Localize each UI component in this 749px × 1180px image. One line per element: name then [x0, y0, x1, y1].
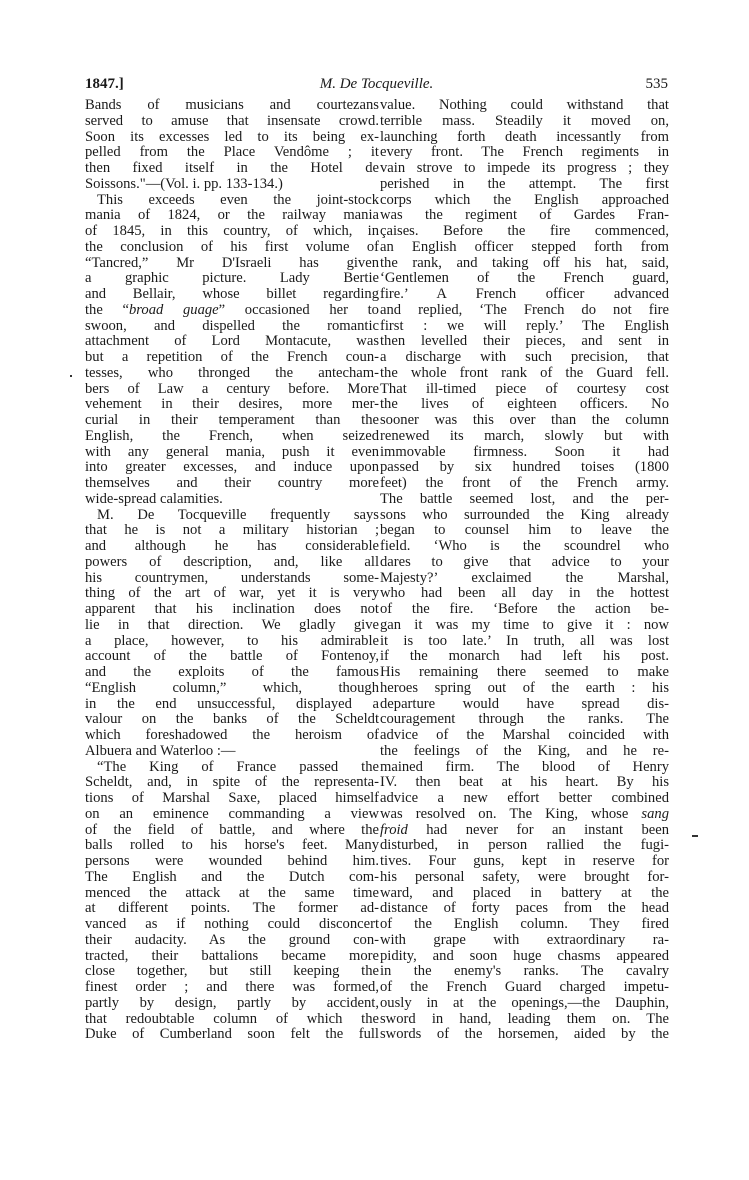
text-line: perished in the attempt. The first	[380, 175, 669, 192]
text-line: The English and the Dutch com-	[85, 868, 379, 885]
text-line: sword in hand, leading them on. The	[380, 1010, 669, 1027]
text-line: began to counsel him to leave the	[380, 522, 669, 539]
text-line: The battle seemed lost, and the per-	[380, 490, 669, 507]
text-run: the “	[85, 301, 129, 318]
text-line: finest order ; and there was formed,	[85, 979, 379, 995]
text-line: Scheldt, and, in spite of the representa-	[85, 774, 379, 791]
text-line: mania of 1824, or the railway mania	[85, 207, 379, 224]
text-line: Bands of musicians and courtezans	[85, 97, 379, 113]
text-line: a place, however, to his admirable	[85, 632, 379, 649]
italic-run: froid	[380, 821, 408, 838]
text-line: mained firm. The blood of Henry	[380, 758, 669, 775]
text-line: it is too late.’ In truth, all was lost	[380, 632, 669, 649]
left-column	[85, 98, 379, 1043]
text-line: which foreshadowed the heroism of	[85, 727, 379, 743]
text-line: departure would have spread dis-	[380, 695, 669, 712]
text-line: advice of the Marshal coincided with	[380, 727, 669, 743]
text-line: and although he has considerable	[85, 538, 379, 554]
text-line: apparent that his inclination does not	[85, 601, 379, 617]
text-line: tesses, who thronged the antecham-	[85, 364, 379, 381]
text-line: and replied, ‘The French do not fire	[380, 301, 669, 318]
text-line: immovable firmness. Soon it had	[380, 443, 669, 460]
right-column	[380, 98, 669, 1043]
text-line: passed by six hundred toises (1800	[380, 459, 669, 476]
text-line: the rank, and taking off his hat, said,	[380, 254, 669, 271]
text-line: Soon its excesses led to its being ex-	[85, 128, 379, 145]
text-line: fire.’ A French officer advanced	[380, 286, 669, 302]
text-line	[380, 807, 669, 823]
text-line: a discharge with such precision, that	[380, 349, 669, 365]
header-year: 1847.]	[85, 76, 124, 92]
text-line: ‘Gentlemen of the French guard,	[380, 270, 669, 287]
text-line: Duke of Cumberland soon felt the full	[85, 1026, 379, 1043]
text-line: This exceeds even the joint-stock	[97, 191, 379, 208]
text-line: corps which the English approached	[380, 191, 669, 208]
text-line: bers of Law a century before. More	[85, 380, 379, 397]
text-line: sooner was this over than the column	[380, 412, 669, 428]
text-line: in the end unsuccessful, displayed a	[85, 695, 379, 712]
text-line: swoon, and dispelled the romantic	[85, 317, 379, 334]
text-line: terrible mass. Steadily it moved on,	[380, 112, 669, 129]
text-line: vehement in their desires, more mer-	[85, 396, 379, 413]
text-line: of 1845, in this country, of which, in	[85, 223, 379, 239]
header-title: M. De Tocqueville.	[319, 76, 434, 92]
text-line: partly by design, partly by accident,	[85, 994, 379, 1011]
text-line: an English officer stepped forth from	[380, 238, 669, 255]
text-line: heroes spring out of the earth : his	[380, 679, 669, 696]
text-line	[85, 303, 379, 319]
text-line: served to amuse that insensate crowd.	[85, 112, 379, 129]
text-line: who had been all day in the hottest	[380, 585, 669, 602]
text-line: couragement through the ranks. The	[380, 711, 669, 728]
text-line: Majesty?’ exclaimed the Marshal,	[380, 569, 669, 586]
text-run: ” occasioned her to	[218, 301, 379, 318]
text-line: feet) the front of the French army.	[380, 475, 669, 491]
text-line: His remaining there seemed to make	[380, 664, 669, 680]
text-line: M. De Tocqueville frequently says	[97, 506, 379, 523]
text-line: thing of the art of war, yet it is very	[85, 585, 379, 602]
text-line: of the field of battle, and where the	[85, 821, 379, 838]
text-line: of the fire. ‘Before the action be-	[380, 601, 669, 617]
text-line: value. Nothing could withstand that	[380, 97, 669, 113]
italic-run: sang	[641, 805, 669, 822]
text-line: vanced as if nothing could disconcert	[85, 916, 379, 932]
text-line: in the enemy's ranks. The cavalry	[380, 963, 669, 980]
text-line: advice a new effort better combined	[380, 790, 669, 806]
text-line: IV. then beat at his heart. By his	[380, 774, 669, 791]
text-line: at different points. The former ad-	[85, 900, 379, 917]
text-line: ward, and placed in battery at the	[380, 884, 669, 901]
text-line: powers of description, and, like all	[85, 553, 379, 570]
text-line: vain strove to impede its progress ; they	[380, 160, 669, 176]
text-line: persons were wounded behind him.	[85, 853, 379, 869]
text-line: “English column,” which, though	[85, 679, 379, 696]
text-line: distance of forty paces from the head	[380, 900, 669, 917]
text-line: swords of the horsemen, aided by the	[380, 1026, 669, 1043]
text-run: was resolved on. The King, whose	[380, 805, 642, 822]
text-line: Albuera and Waterloo :—	[85, 742, 236, 759]
text-line: pidity, and soon huge chasms appeared	[380, 947, 669, 964]
text-line: “The King of France passed the	[97, 758, 379, 775]
text-line: Soissons."—(Vol. i. pp. 133-134.)	[85, 175, 283, 192]
text-line: of the English column. They fired	[380, 916, 669, 932]
text-line: “Tancred,” Mr D'Israeli has given	[85, 254, 379, 271]
running-header	[85, 76, 668, 96]
margin-speck	[70, 375, 72, 377]
text-line: and Bellair, whose billet regarding	[85, 286, 379, 302]
text-line: themselves and their country more	[85, 475, 379, 491]
text-line: close together, but still keeping the	[85, 963, 379, 980]
text-line: dares to give that advice to your	[380, 553, 669, 570]
text-run: had never for an instant been	[407, 821, 669, 838]
text-line: of the French Guard charged impetu-	[380, 979, 669, 995]
text-line: field. ‘Who is the scoundrel who	[380, 538, 669, 554]
text-line: and the exploits of the famous	[85, 664, 379, 680]
text-line: that he is not a military historian ;	[85, 522, 379, 539]
text-line: with grape with extraordinary ra-	[380, 931, 669, 948]
text-line: pelled from the Place Vendôme ; it	[85, 144, 379, 161]
text-line: with any general mania, push it even	[85, 443, 379, 460]
text-line: his countrymen, understands some-	[85, 569, 379, 586]
text-line: the conclusion of his first volume of	[85, 238, 379, 255]
text-line: then levelled their pieces, and sent in	[380, 333, 669, 350]
italic-run: broad guage	[128, 301, 219, 318]
text-line: renewed its march, slowly but with	[380, 427, 669, 444]
text-line: That ill-timed piece of courtesy cost	[380, 380, 669, 397]
page-number: 535	[645, 76, 668, 92]
text-line: lie in that direction. We gladly give	[85, 616, 379, 633]
text-line: tions of Marshal Saxe, placed himself	[85, 790, 379, 806]
text-line: first : we will reply.’ The English	[380, 317, 669, 334]
text-line: then fixed itself in the Hotel de	[85, 160, 379, 176]
text-line: account of the battle of Fontenoy,	[85, 648, 379, 665]
text-line: menced the attack at the same time	[85, 884, 379, 901]
text-line: on an eminence commanding a view	[85, 805, 379, 822]
text-line: was the regiment of Gardes Fran-	[380, 207, 669, 224]
text-line: their audacity. As the ground con-	[85, 931, 379, 948]
text-line: attachment of Lord Montacute, was	[85, 333, 379, 350]
text-line: the whole front rank of the Guard fell.	[380, 364, 669, 381]
text-line: wide-spread calamities.	[85, 490, 223, 507]
text-line: ously in at the openings,—the Dauphin,	[380, 994, 669, 1011]
text-line: valour on the banks of the Scheldt	[85, 711, 379, 728]
text-line: curial in their temperament than the	[85, 412, 379, 428]
text-line: if the monarch had left his post.	[380, 648, 669, 665]
text-line: his personal safety, were brought for-	[380, 868, 669, 885]
text-line: but a repetition of the French coun-	[85, 349, 379, 365]
text-line	[380, 823, 669, 839]
text-line: into greater excesses, and induce upon	[85, 459, 379, 476]
text-line: every front. The French regiments in	[380, 144, 669, 161]
text-line: tives. Four guns, kept in reserve for	[380, 853, 669, 869]
text-line: the lives of eighteen officers. No	[380, 396, 669, 413]
margin-speck	[692, 835, 698, 837]
text-line: çaises. Before the fire commenced,	[380, 223, 669, 239]
text-line: launching forth death incessantly from	[380, 128, 669, 145]
text-line: tracted, their battalions became more	[85, 947, 379, 964]
text-line: a graphic picture. Lady Bertie	[85, 270, 379, 287]
text-line: balls rolled to his horse's feet. Many	[85, 837, 379, 854]
text-line: disturbed, in person rallied the fugi-	[380, 837, 669, 854]
text-line: the feelings of the King, and he re-	[380, 742, 669, 759]
text-line: that redoubtable column of which the	[85, 1010, 379, 1027]
text-line: gan it was my time to give it : now	[380, 616, 669, 633]
text-line: sons who surrounded the King already	[380, 506, 669, 523]
text-line: English, the French, when seized	[85, 427, 379, 444]
